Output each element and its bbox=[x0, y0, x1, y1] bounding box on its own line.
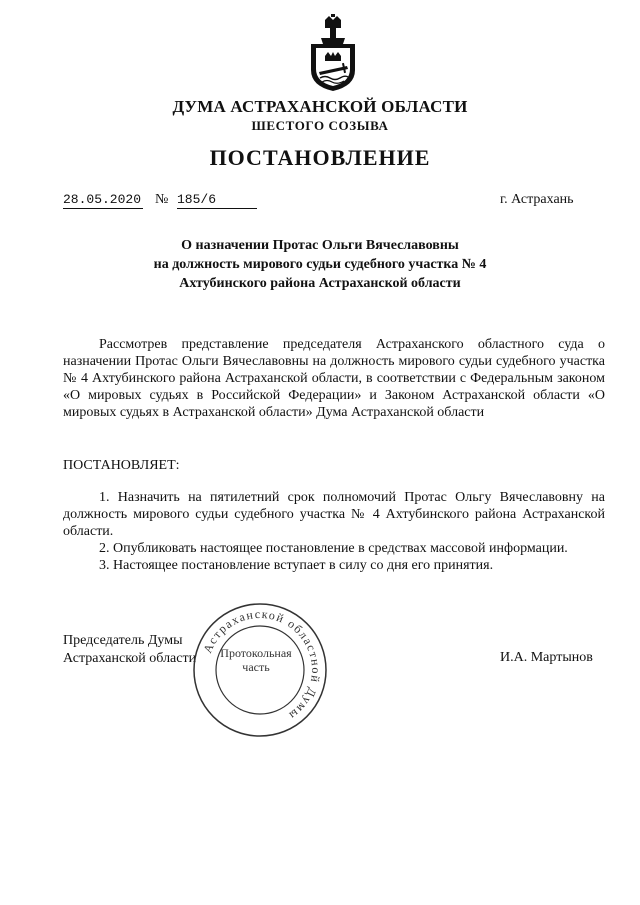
stamp-center-text bbox=[216, 646, 296, 674]
signatory-title-line: Астраханской области bbox=[63, 651, 197, 666]
subject-line: на должность мирового судьи судебного участка № 4 bbox=[153, 257, 487, 272]
resolution-items bbox=[63, 489, 605, 574]
resolution-item: 1. Назначить на пятилетний срок полномочий Протас Ольгу Вячеславовну на должность мирового судьи судебного участка № 4 Ахтубинского района Астраханской области. bbox=[63, 490, 605, 539]
stamp-center-line: Протокольная bbox=[220, 646, 292, 660]
signatory-title bbox=[63, 632, 196, 668]
document-number: 185/6 bbox=[177, 192, 257, 209]
organization-name: ДУМА АСТРАХАНСКОЙ ОБЛАСТИ bbox=[172, 97, 468, 116]
subject-line: О назначении Протас Ольги Вячеславовны bbox=[181, 238, 459, 253]
stamp-ring-text: Астраханской областной Думы bbox=[200, 606, 324, 724]
signatory-title-line: Председатель Думы bbox=[63, 633, 183, 648]
convocation: ШЕСТОГО СОЗЫВА bbox=[251, 118, 389, 133]
preamble-paragraph: Рассмотрев представление председателя Астраханского областного суда о назначении Протас Ольги Вячеславовны на должность мирового судьи судебного участка № 4 Ахтубинского района Астраханской области, в соответствии с Федеральным законом «О мировых судьях в Российской Федерации» и Законом Астраханской области «О мировых судьях в Астраханской области» Дума Астраханской области bbox=[63, 337, 605, 420]
resolution-item: 2. Опубликовать настоящее постановление в средствах массовой информации. bbox=[99, 541, 568, 556]
coat-of-arms-emblem bbox=[303, 14, 363, 92]
document-city: г. Астрахань bbox=[500, 192, 574, 207]
document-type: ПОСТАНОВЛЕНИЕ bbox=[209, 145, 431, 170]
number-sign: № bbox=[155, 192, 169, 207]
resolve-heading: ПОСТАНОВЛЯЕТ: bbox=[63, 458, 180, 473]
subject-line: Ахтубинского района Астраханской области bbox=[179, 276, 461, 291]
resolution-item: 3. Настоящее постановление вступает в силу со дня его принятия. bbox=[99, 558, 494, 573]
signatory-name: И.А. Мартынов bbox=[500, 650, 593, 665]
stamp-center-line: часть bbox=[242, 660, 270, 674]
document-subject bbox=[0, 236, 640, 293]
document-date: 28.05.2020 bbox=[63, 192, 142, 207]
